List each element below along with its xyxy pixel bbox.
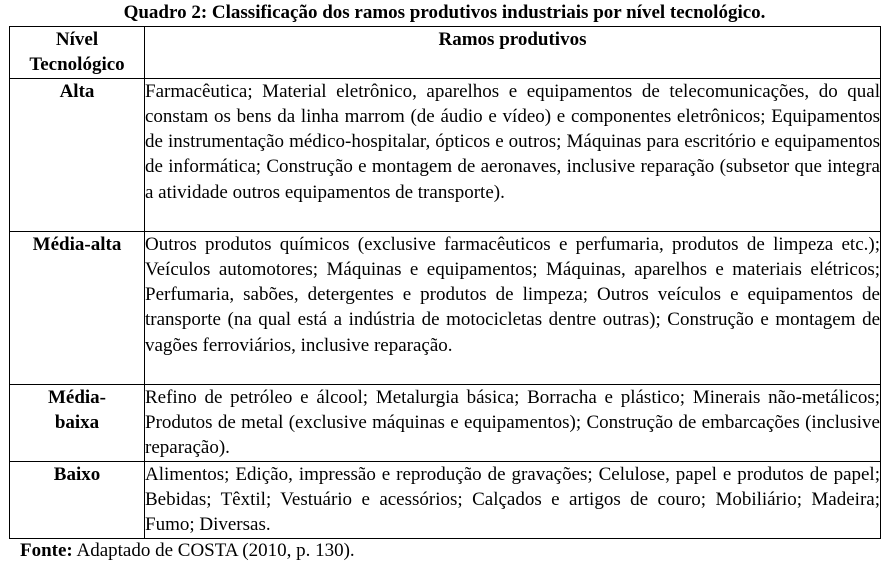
header-level-line1: Nível (55, 29, 99, 50)
level-cell-line1: Média- (47, 386, 107, 408)
level-cell-line2: baixa (54, 411, 100, 433)
level-cell (10, 384, 145, 461)
branches-cell: Alimentos; Edição, impressão e reprodução de gravações; Celulose, papel e produtos de papel; Bebidas; Têxtil; Vestuário e acessórios; Calçados e artigos de couro; Mobiliário; Madeira; Fumo; Diversas. (145, 461, 881, 538)
table-row (10, 461, 881, 538)
source-note (20, 540, 355, 562)
table-row (10, 231, 881, 384)
table-row (10, 78, 881, 231)
classification-table (9, 26, 881, 539)
table-header-row (10, 27, 881, 79)
header-branches: Ramos produtivos (145, 27, 881, 79)
branches-cell: Refino de petróleo e álcool; Metalurgia básica; Borracha e plástico; Minerais não-metálicos; Produtos de metal (exclusive máquinas e equipamentos); Construção de embarcações (inclusive reparação). (145, 384, 881, 461)
branches-cell: Farmacêutica; Material eletrônico, aparelhos e equipamentos de telecomunicações, do qual constam os bens da linha marrom (de áudio e vídeo) e componentes eletrônicos; Equipamentos de instrumentação médico-hospitalar, ópticos e outros; Máquinas para escritório e equipamentos de informática; Construção e montagem de aeronaves, inclusive reparação (subsetor que integra a atividade outros equipamentos de transporte). (145, 78, 881, 231)
header-level-line2: Tecnológico (29, 54, 125, 76)
source-text: Adaptado de COSTA (2010, p. 130). (76, 540, 355, 561)
branches-cell: Outros produtos químicos (exclusive farmacêuticos e perfumaria, produtos de limpeza etc.); Veículos automotores; Máquinas e equipamentos; Máquinas, aparelhos e materiais elétricos; Perfumaria, sabões, detergentes e produtos de limpeza; Outros veículos e equipamentos de transporte (na qual está a indústria de motocicletas dentre outras); Construção e montagem de vagões ferroviários, inclusive reparação. (145, 231, 881, 384)
table-row (10, 384, 881, 461)
level-cell: Alta (10, 78, 145, 231)
source-label: Fonte: (20, 540, 73, 561)
header-level (10, 27, 145, 79)
level-cell: Média-alta (10, 231, 145, 384)
level-cell: Baixo (10, 461, 145, 538)
table-caption: Quadro 2: Classificação dos ramos produtivos industriais por nível tecnológico. (123, 2, 766, 23)
